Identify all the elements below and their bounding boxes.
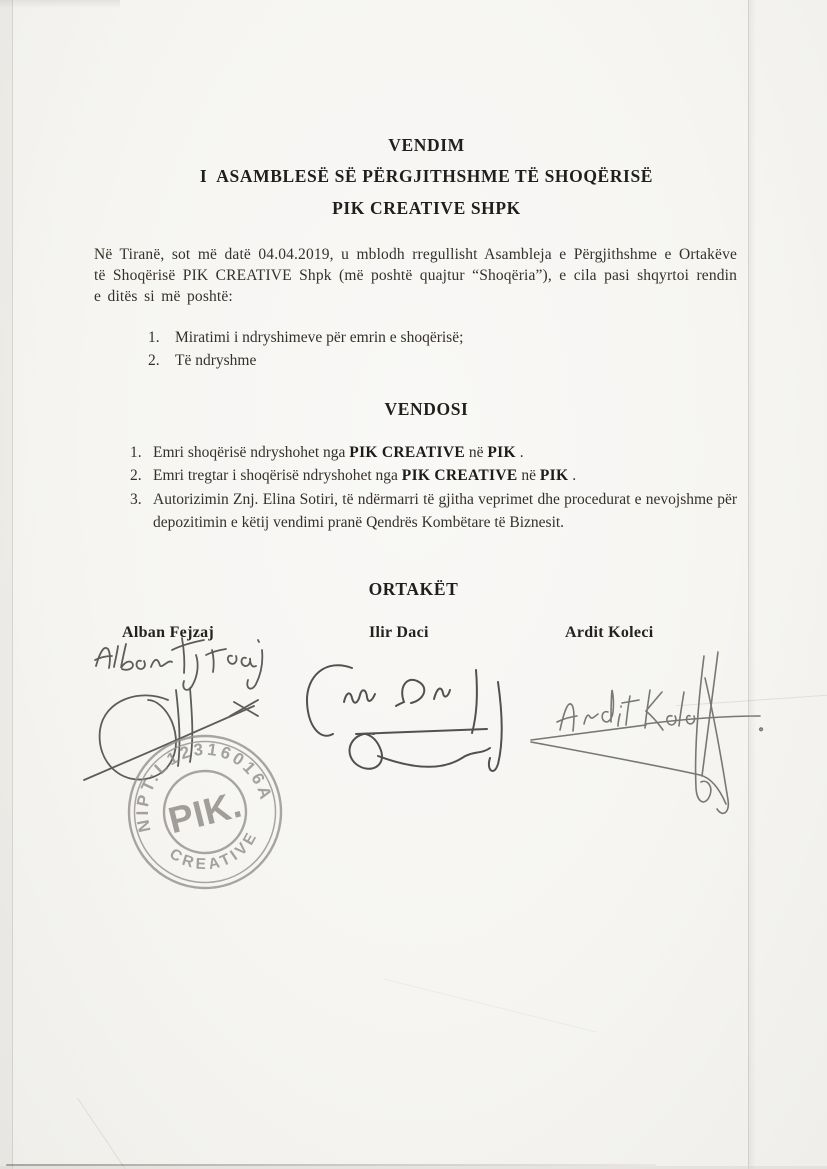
scan-left-edge-line [12, 0, 13, 1169]
stamp-nipt-text: NIPT:L12316016A [132, 739, 277, 834]
agenda-item-text: Miratimi i ndryshimeve për emrin e shoqërisë; [175, 329, 464, 346]
agenda-item-text: Të ndryshme [175, 352, 257, 369]
decision-item-number: 3. [130, 491, 142, 508]
paper-fold-shadow [749, 0, 756, 1169]
stamp-creative-text: CREATIVE [166, 827, 262, 874]
decision-item-text: Autorizimin Znj. Elina Sotiri, të ndërmarri të gjitha veprimet dhe procedurat e nevojshme për depozitimin e këtij vendimi pranë Qendrës Kombëtare të Biznesit. [153, 491, 737, 531]
decision-item-number: 2. [130, 467, 142, 484]
decision-item-text: Emri tregtar i shoqërisë ndryshohet nga PIK CREATIVE në PIK . [153, 467, 577, 484]
agenda-item [148, 326, 708, 349]
stamp-graphic [113, 720, 297, 904]
agenda-item [148, 349, 708, 372]
company-name-heading: PIK CREATIVE SHPK [332, 198, 521, 218]
stamp-pik-logo: PIK. [164, 783, 246, 842]
decision-item-text: Emri shoqërisë ndryshohet nga PIK CREATIVE në PIK . [153, 444, 524, 461]
signature-ilir-daci [307, 665, 502, 771]
agenda-item-number: 2. [148, 352, 160, 369]
decision-item [130, 464, 737, 487]
document-subtitle: I ASAMBLESË SË PËRGJITHSHME TË SHOQËRISË [199, 166, 654, 186]
scan-crease [383, 978, 597, 1032]
document-title: VENDIM [388, 135, 465, 155]
partners-heading: ORTAKËT [368, 579, 459, 599]
decision-item [130, 441, 737, 464]
company-stamp [105, 712, 305, 912]
scan-left-edge [0, 0, 12, 1169]
signature-ardit-koleci [531, 652, 762, 813]
decision-heading: VENDOSI [384, 399, 469, 419]
partner-name-ilir-daci: Ilir Daci [369, 624, 429, 641]
partner-name-alban-fejzaj: Alban Fejzaj [122, 624, 215, 641]
scan-top-edge-shadow [0, 0, 120, 8]
decision-item-number: 1. [130, 444, 142, 461]
intro-paragraph: Në Tiranë, sot më datë 04.04.2019, u mblodh rregullisht Asambleja e Përgjithshme e Ortakëve të Shoqërisë PIK CREATIVE Shpk (më poshtë quajtur “Shoqëria”), e cila pasi shqyrtoi rendin e ditës si më poshtë: [94, 246, 737, 305]
agenda-item-number: 1. [148, 329, 160, 346]
scan-crease [77, 1098, 134, 1169]
partner-name-ardit-koleci: Ardit Koleci [565, 624, 654, 641]
decision-item [130, 488, 737, 534]
